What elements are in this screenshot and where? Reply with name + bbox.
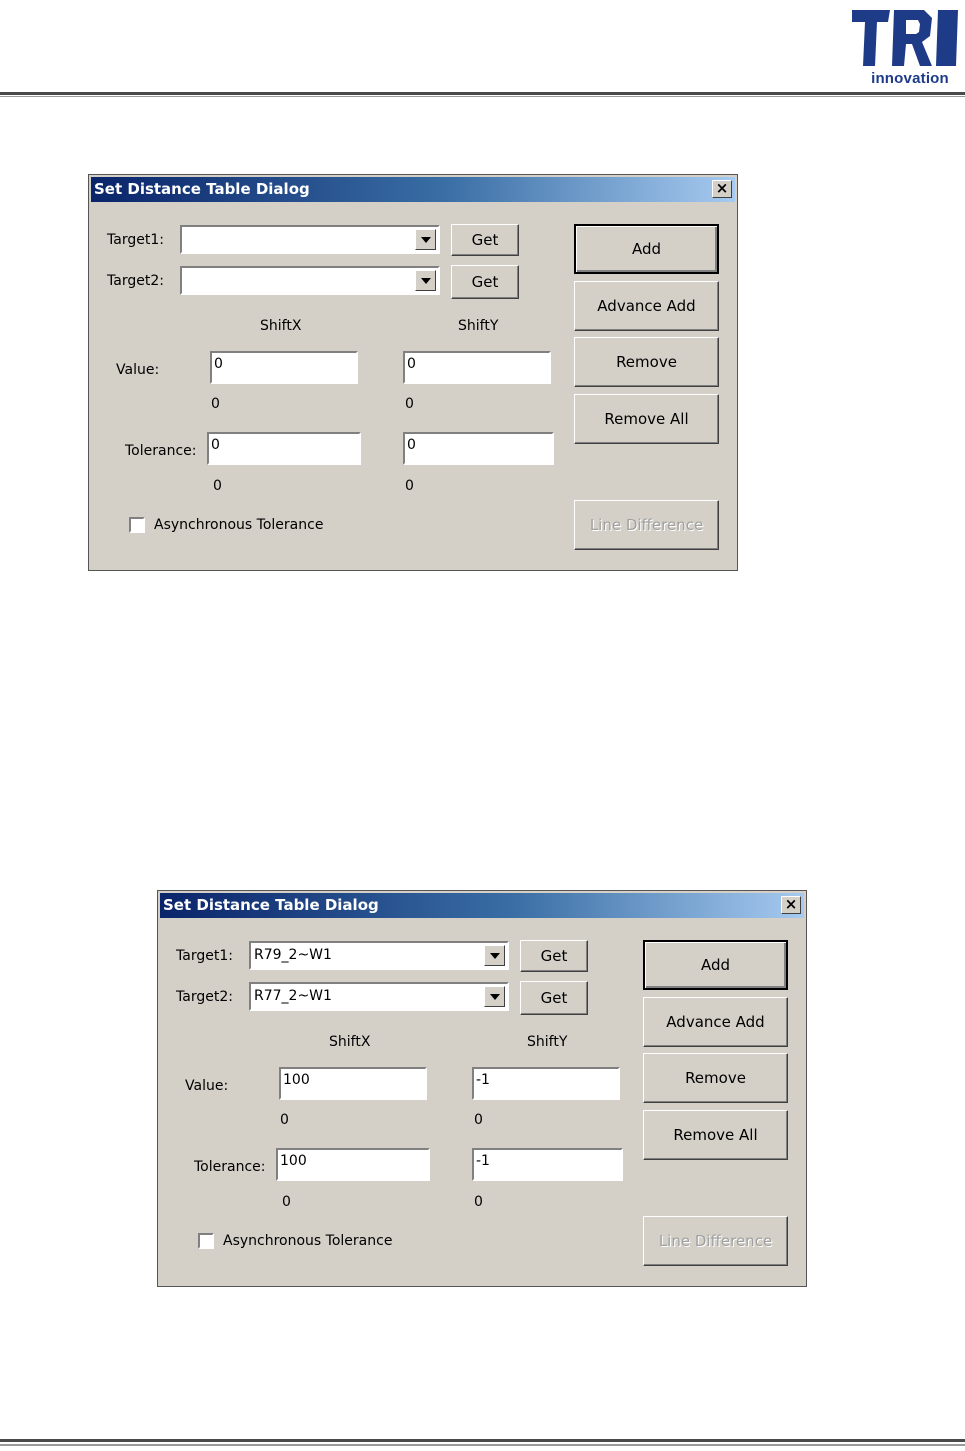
- tolerance-shiftx-current: 0: [213, 478, 222, 494]
- close-icon: ×: [784, 895, 798, 913]
- tolerance-shiftx-input[interactable]: 100: [276, 1148, 430, 1181]
- remove-all-button[interactable]: Remove All: [643, 1110, 788, 1160]
- target1-combo[interactable]: [180, 225, 440, 254]
- async-tolerance-checkbox[interactable]: [198, 1233, 214, 1249]
- value-label: Value:: [116, 362, 160, 378]
- advance-add-button[interactable]: Advance Add: [643, 997, 788, 1047]
- tolerance-label: Tolerance:: [125, 443, 197, 459]
- chevron-down-icon[interactable]: [484, 986, 505, 1007]
- async-tolerance-label: Asynchronous Tolerance: [223, 1233, 393, 1249]
- tolerance-shifty-current: 0: [474, 1194, 483, 1210]
- chevron-down-icon[interactable]: [415, 229, 436, 250]
- target2-value: R77_2~W1: [254, 988, 332, 1004]
- set-distance-dialog-empty: [88, 174, 738, 571]
- target2-get-button[interactable]: Get: [520, 981, 588, 1015]
- value-shifty-current: 0: [405, 396, 414, 412]
- target2-combo[interactable]: [180, 266, 440, 295]
- async-tolerance-label: Asynchronous Tolerance: [154, 517, 324, 533]
- close-icon: ×: [715, 179, 729, 197]
- value-shiftx-input[interactable]: 0: [210, 351, 358, 384]
- header-rule-thin: [0, 96, 965, 97]
- tolerance-shiftx-current: 0: [282, 1194, 291, 1210]
- chevron-down-icon[interactable]: [484, 945, 505, 966]
- async-tolerance-checkbox[interactable]: [129, 517, 145, 533]
- chevron-down-icon[interactable]: [415, 270, 436, 291]
- line-difference-button[interactable]: Line Difference: [574, 500, 719, 550]
- add-button[interactable]: Add: [574, 224, 719, 274]
- shiftx-header: ShiftX: [329, 1034, 371, 1050]
- logo-wordmark: innovation: [871, 70, 949, 87]
- close-button[interactable]: [712, 180, 732, 198]
- target1-get-button[interactable]: Get: [520, 940, 588, 972]
- shifty-header: ShiftY: [527, 1034, 568, 1050]
- target1-get-button[interactable]: Get: [451, 224, 519, 256]
- shifty-header: ShiftY: [458, 318, 499, 334]
- advance-add-button[interactable]: Advance Add: [574, 281, 719, 331]
- value-shifty-input[interactable]: -1: [472, 1067, 620, 1100]
- target1-label: Target1:: [176, 948, 233, 964]
- tolerance-shiftx-input[interactable]: 0: [207, 432, 361, 465]
- value-shifty-input[interactable]: 0: [403, 351, 551, 384]
- tolerance-shifty-input[interactable]: -1: [472, 1148, 623, 1181]
- tolerance-shifty-input[interactable]: 0: [403, 432, 554, 465]
- set-distance-dialog-filled: [157, 890, 807, 1287]
- value-label: Value:: [185, 1078, 229, 1094]
- remove-button[interactable]: Remove: [574, 337, 719, 387]
- remove-button[interactable]: Remove: [643, 1053, 788, 1103]
- target2-label: Target2:: [107, 273, 164, 289]
- value-shifty-current: 0: [474, 1112, 483, 1128]
- target2-get-button[interactable]: Get: [451, 265, 519, 299]
- value-shiftx-input[interactable]: 100: [279, 1067, 427, 1100]
- header-rule: [0, 92, 965, 95]
- target1-label: Target1:: [107, 232, 164, 248]
- dialog-titlebar[interactable]: Set Distance Table Dialog: [160, 893, 804, 918]
- remove-all-button[interactable]: Remove All: [574, 394, 719, 444]
- tolerance-label: Tolerance:: [194, 1159, 266, 1175]
- target1-combo[interactable]: [249, 941, 509, 970]
- target1-value: R79_2~W1: [254, 947, 332, 963]
- footer-rule: [0, 1439, 965, 1442]
- value-shiftx-current: 0: [211, 396, 220, 412]
- close-button[interactable]: [781, 896, 801, 914]
- add-button[interactable]: Add: [643, 940, 788, 990]
- line-difference-button[interactable]: Line Difference: [643, 1216, 788, 1266]
- target2-label: Target2:: [176, 989, 233, 1005]
- shiftx-header: ShiftX: [260, 318, 302, 334]
- footer-rule-thin: [0, 1444, 965, 1446]
- target2-combo[interactable]: [249, 982, 509, 1011]
- tolerance-shifty-current: 0: [405, 478, 414, 494]
- value-shiftx-current: 0: [280, 1112, 289, 1128]
- dialog-titlebar[interactable]: Set Distance Table Dialog: [91, 177, 735, 202]
